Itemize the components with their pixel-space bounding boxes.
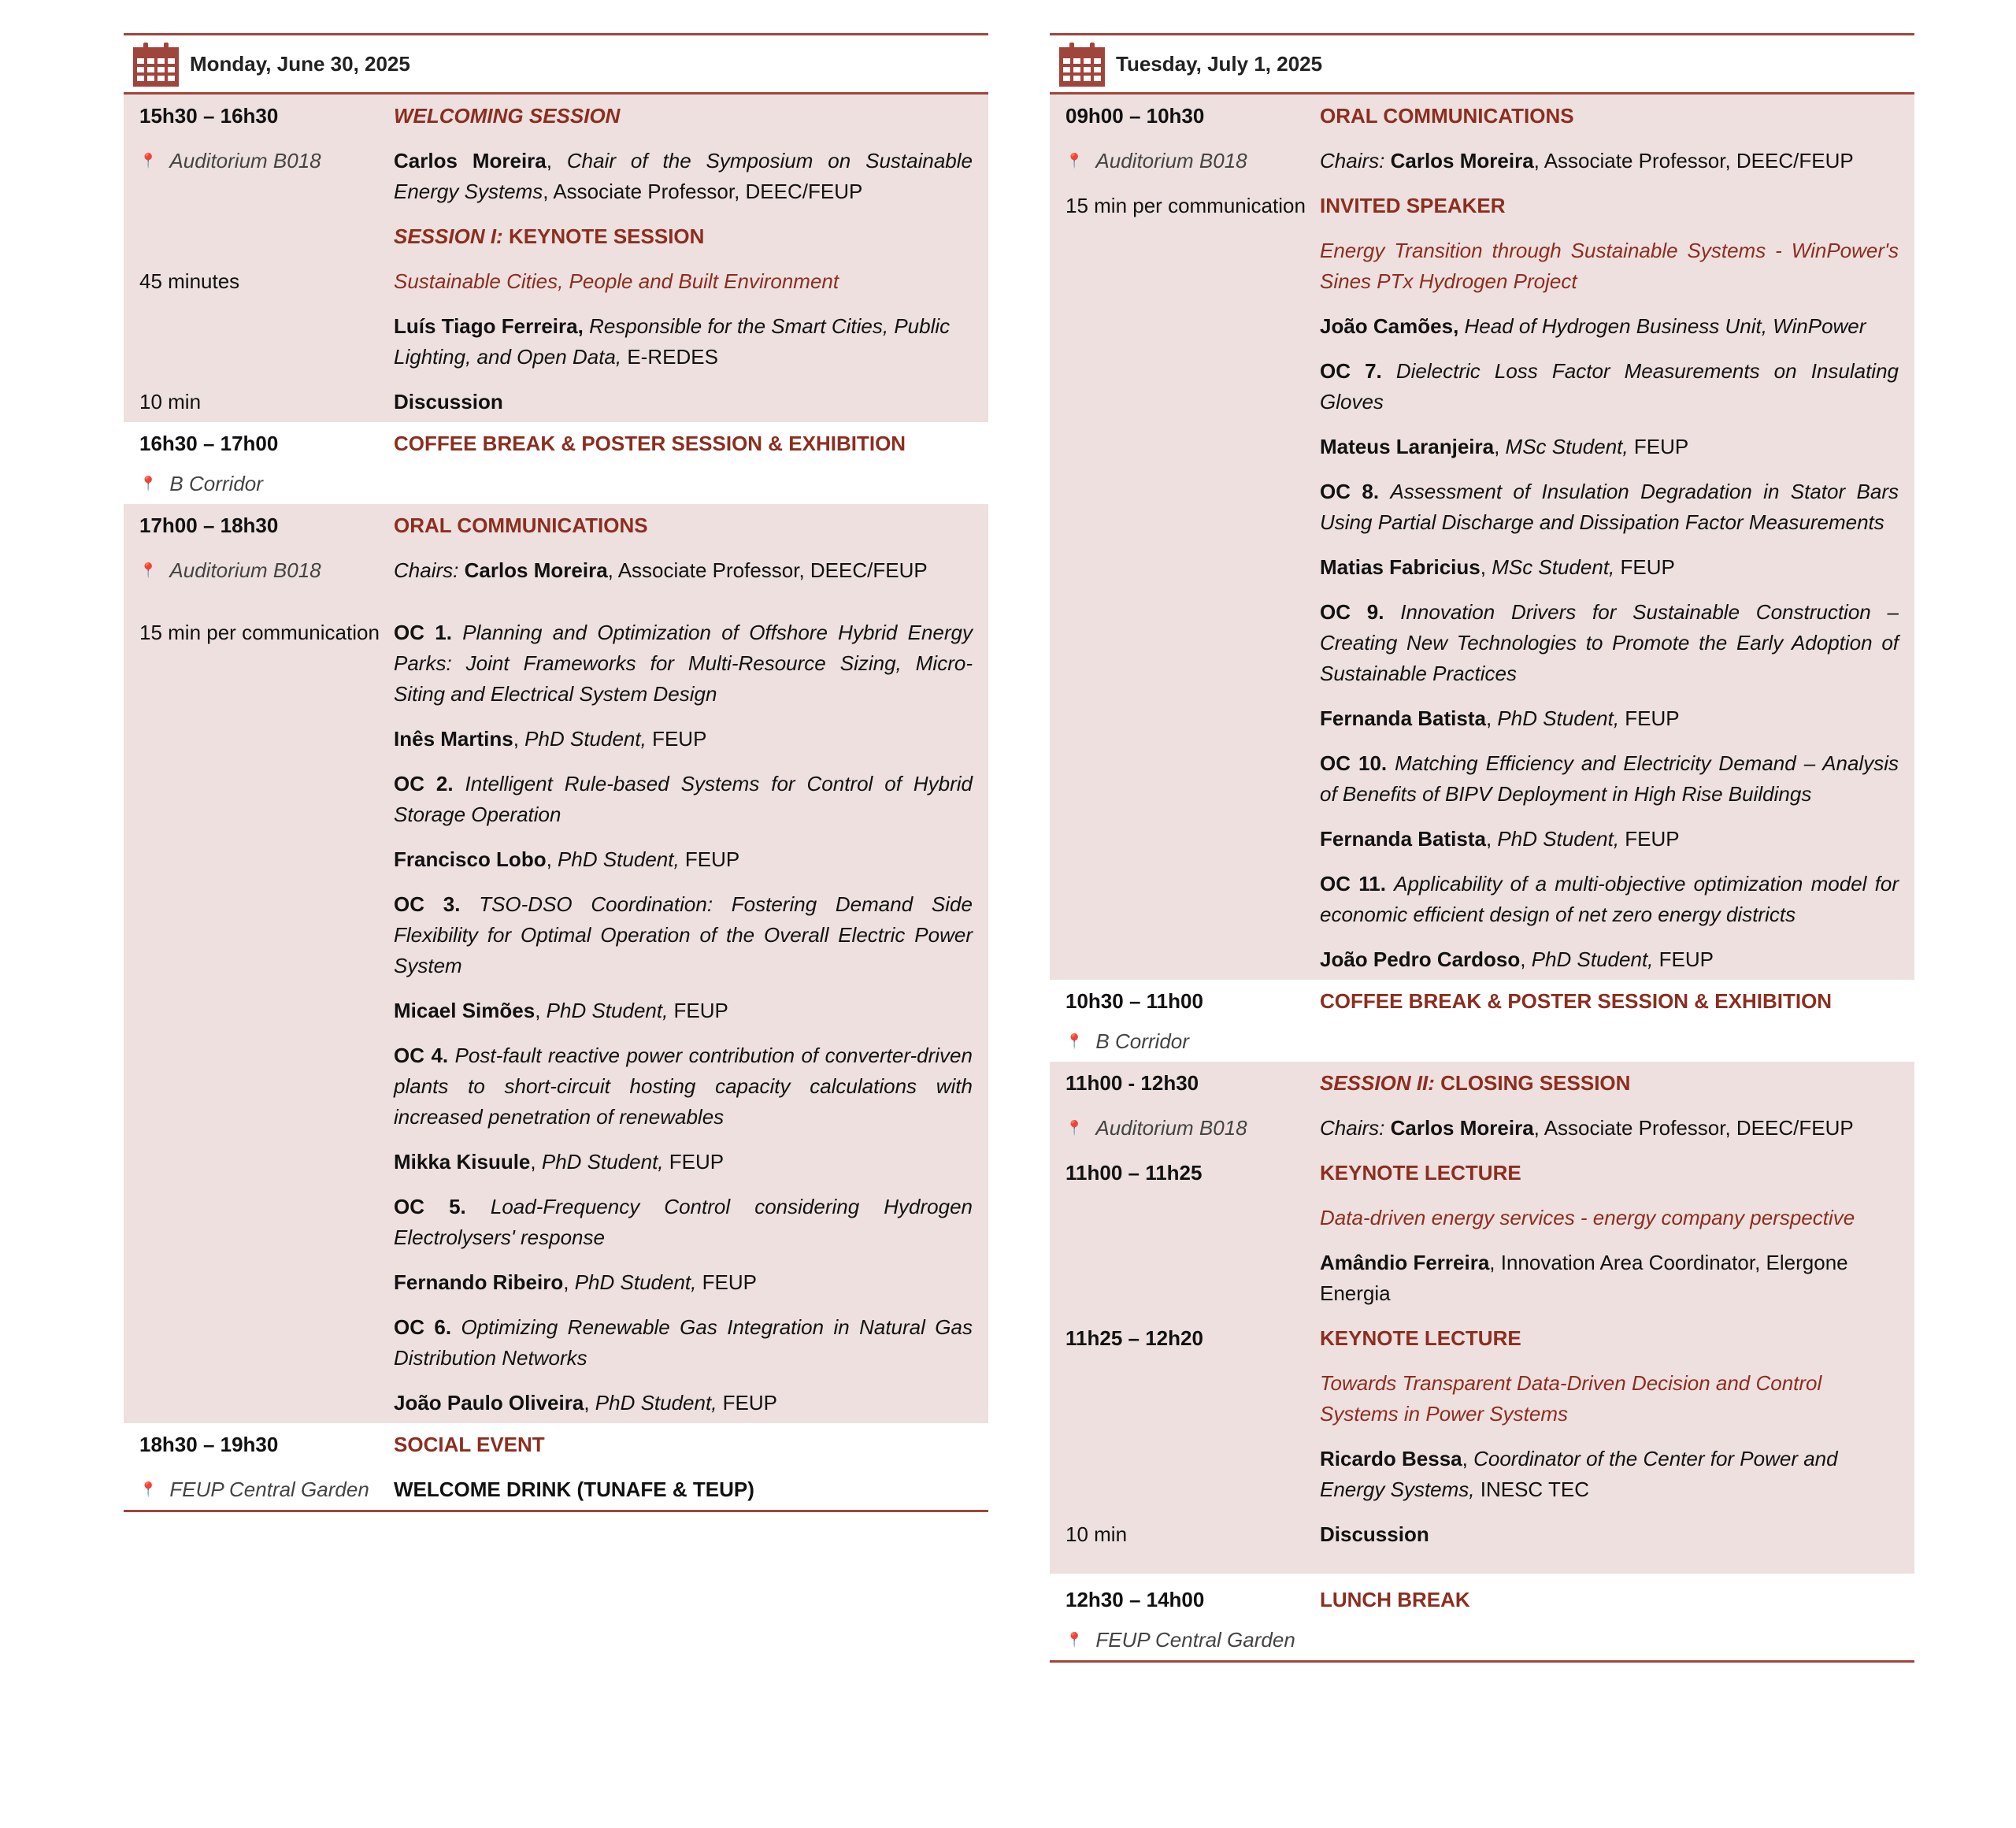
talk-item: OC 5. Load-Frequency Control considering Hydrogen Electrolysers' response Fernando Ribeiro, PhD Student, FEUP [394,1195,973,1294]
talk-item: OC 2. Intelligent Rule-based Systems for Control of Hybrid Storage Operation Francisco Lobo, PhD Student, FEUP [394,772,973,871]
location-pin-icon: 📍 [139,153,158,169]
time-slot: 17h00 – 18h30 [139,514,279,537]
location-pin-icon: 📍 [1065,153,1084,169]
time-slot: 11h00 - 12h30 [1065,1071,1199,1095]
talk-topic: Data-driven energy services - energy company perspective [1320,1206,1855,1229]
closing-session-block [1050,1062,1914,1574]
oral-communications-block [1050,95,1914,980]
time-slot: 11h00 – 11h25 [1065,1161,1203,1185]
discussion: Discussion [1320,1522,1429,1546]
location-pin-icon: 📍 [1065,1632,1084,1648]
talk-item: OC 6. Optimizing Renewable Gas Integration in Natural Gas Distribution Networks João Paulo Oliveira, PhD Student, FEUP [394,1315,973,1415]
talk-item: OC 10. Matching Efficiency and Electricity Demand – Analysis of Benefits of BIPV Deployment in High Rise Buildings Fernanda Batista, PhD Student, FEUP [1320,751,1899,851]
chairs-info: Chairs: Carlos Moreira, Associate Professor, DEEC/FEUP [1320,149,1854,172]
day-title: Monday, June 30, 2025 [190,51,410,76]
talk-list [1320,191,1914,975]
location: 📍 Auditorium B018 [1065,1116,1247,1140]
coffee-break-block [1050,980,1914,1062]
event-title: COFFEE BREAK & POSTER SESSION & EXHIBITION [394,432,906,455]
speaker-info: Luís Tiago Ferreira, Responsible for the Smart Cities, Public Lighting, and Open Data, E-REDES [394,314,951,369]
talk-item: OC 7. Dielectric Loss Factor Measurements on Insulating Gloves Mateus Laranjeira, MSc Student, FEUP [1320,359,1899,458]
calendar-icon [133,41,179,87]
calendar-icon [1059,41,1105,87]
location: 📍 B Corridor [139,472,263,495]
day-title: Tuesday, July 1, 2025 [1116,51,1323,76]
location-pin-icon: 📍 [1065,1033,1084,1049]
chairs-info: Chairs: Carlos Moreira, Associate Professor, DEEC/FEUP [394,558,928,582]
location: 📍 FEUP Central Garden [1065,1628,1295,1652]
time-slot: 10h30 – 11h00 [1065,989,1203,1013]
talk-topic: Energy Transition through Sustainable Systems - WinPower's Sines PTx Hydrogen Project [1320,239,1899,293]
location-pin-icon: 📍 [1065,1120,1084,1136]
keynote-label: KEYNOTE LECTURE [1320,1161,1521,1185]
day-header [1050,33,1914,95]
time-slot: 11h25 – 12h20 [1065,1326,1203,1350]
talk-list [394,617,988,1418]
session-heading: SESSION I: KEYNOTE SESSION [394,224,705,248]
time-slot: 18h30 – 19h30 [139,1433,279,1456]
duration: 15 min per communication [139,621,380,644]
day-header [124,33,988,95]
event-title: COFFEE BREAK & POSTER SESSION & EXHIBITION [1320,989,1833,1013]
day-monday [124,33,988,1512]
talk-item: OC 3. TSO-DSO Coordination: Fostering Demand Side Flexibility for Optimal Operation of the Overall Electric Power System Micael Simões, PhD Student, FEUP [394,892,973,1022]
location-pin-icon: 📍 [139,476,158,491]
talk-item: OC 9. Innovation Drivers for Sustainable Construction – Creating New Technologies to Promote the Early Adoption of Sustainable Practices Fernanda Batista, PhD Student, FEUP [1320,600,1899,730]
speaker-info: Amândio Ferreira, Innovation Area Coordinator, Elergone Energia [1320,1251,1848,1305]
talk-topic: Towards Transparent Data-Driven Decision and Control Systems in Power Systems [1320,1371,1822,1426]
oral-communications-block [124,504,988,1423]
event-title: SOCIAL EVENT [394,1433,545,1456]
location-pin-icon: 📍 [139,562,158,578]
time-slot: 16h30 – 17h00 [139,432,279,455]
invited-speaker-label: INVITED SPEAKER [1320,194,1506,217]
speaker-info: João Camões, Head of Hydrogen Business Unit, WinPower [1320,314,1866,338]
day-tuesday [1050,33,1914,1663]
time-slot: 15h30 – 16h30 [139,104,279,128]
duration: 45 minutes [139,269,240,293]
talk-item: OC 4. Post-fault reactive power contribution of converter-driven plants to short-circuit hosting capacity calculations with increased penetration of renewables Mikka Kisuule, PhD Student, FEUP [394,1044,973,1174]
duration: 10 min [1065,1522,1128,1546]
location: 📍 FEUP Central Garden [139,1478,369,1501]
coffee-break-block [124,422,988,504]
session-title: ORAL COMMUNICATIONS [1320,104,1574,128]
talk-item: OC 1. Planning and Optimization of Offshore Hybrid Energy Parks: Joint Frameworks for Multi-Resource Sizing, Micro-Siting and Electrical System Design Inês Martins, PhD Student, FEUP [394,621,973,751]
time-slot: 09h00 – 10h30 [1065,104,1205,128]
duration: 10 min [139,390,202,413]
event-description: WELCOME DRINK (TUNAFE & TEUP) [394,1478,754,1501]
duration: 15 min per communication [1065,194,1306,217]
talk-topic: Sustainable Cities, People and Built Environment [394,269,839,293]
speaker-info: Ricardo Bessa, Coordinator of the Center for Power and Energy Systems, INESC TEC [1320,1447,1838,1501]
time-slot: 12h30 – 14h00 [1065,1588,1205,1611]
chair-info: Carlos Moreira, Chair of the Symposium on Sustainable Energy Systems, Associate Professor, DEEC/FEUP [394,149,973,203]
session-title: ORAL COMMUNICATIONS [394,514,648,537]
session-title: WELCOMING SESSION [394,104,621,128]
chairs-info: Chairs: Carlos Moreira, Associate Professor, DEEC/FEUP [1320,1116,1854,1140]
welcoming-session-block [124,95,988,422]
event-title: LUNCH BREAK [1320,1588,1470,1611]
talk-item: OC 8. Assessment of Insulation Degradation in Stator Bars Using Partial Discharge and Dissipation Factor Measurements Matias Fabricius, MSc Student, FEUP [1320,480,1899,579]
talk-item: OC 11. Applicability of a multi-objective optimization model for economic efficient design of net zero energy districts João Pedro Cardoso, PhD Student, FEUP [1320,872,1899,971]
lunch-break-block [1050,1574,1914,1663]
discussion: Discussion [394,390,503,413]
keynote-label: KEYNOTE LECTURE [1320,1326,1521,1350]
location: 📍 B Corridor [1065,1029,1189,1053]
location: 📍 Auditorium B018 [139,149,321,172]
location: 📍 Auditorium B018 [139,558,321,582]
session-heading: SESSION II: CLOSING SESSION [1320,1071,1631,1095]
location: 📍 Auditorium B018 [1065,149,1247,172]
social-event-block [124,1423,988,1512]
location-pin-icon: 📍 [139,1481,158,1497]
